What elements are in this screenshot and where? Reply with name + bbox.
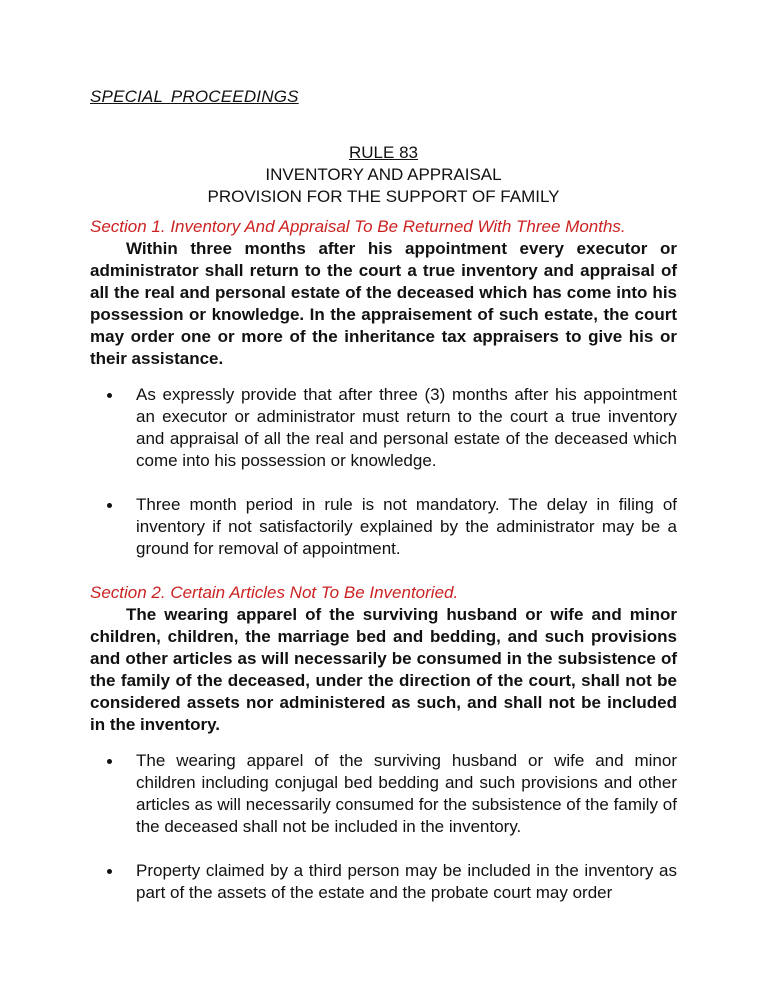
- section-2-bullet-list: [90, 750, 677, 904]
- section-2-heading: Section 2. Certain Articles Not To Be Inventoried.: [90, 583, 459, 602]
- bullet-item: [90, 750, 677, 838]
- bullet-dot-icon: [107, 393, 112, 398]
- bullet-dot-icon: [107, 759, 112, 764]
- bullet-text: As expressly provide that after three (3) months after his appointment an executor or administrator must return to the court a true inventory and appraisal of all the real and personal estate of the deceased which come into his possession or knowledge.: [136, 385, 677, 470]
- section-1-body: Within three months after his appointment every executor or administrator shall return to the court a true inventory and appraisal of all the real and personal estate of the deceased which has come into his possession or knowledge. In the appraisement of such estate, the court may order one or more of the inheritance tax appraisers to give his or their assistance.: [90, 239, 677, 368]
- bullet-text: Property claimed by a third person may be included in the inventory as part of the assets of the estate and the probate court may order: [136, 861, 677, 902]
- document-header: SPECIAL PROCEEDINGS: [90, 87, 299, 106]
- rule-heading-block: [90, 142, 677, 208]
- rule-title-line-1: INVENTORY AND APPRAISAL: [265, 165, 502, 184]
- bullet-text: Three month period in rule is not mandatory. The delay in filing of inventory if not satisfactorily explained by the administrator may be a ground for removal of appointment.: [136, 495, 677, 558]
- rule-number: RULE 83: [349, 143, 418, 162]
- bullet-dot-icon: [107, 503, 112, 508]
- bullet-item: [90, 384, 677, 472]
- bullet-dot-icon: [107, 869, 112, 874]
- section-1-bullet-list: [90, 384, 677, 560]
- document-page: [90, 86, 677, 926]
- bullet-item: [90, 494, 677, 560]
- section-1-heading: Section 1. Inventory And Appraisal To Be Returned With Three Months.: [90, 217, 626, 236]
- bullet-text: The wearing apparel of the surviving husband or wife and minor children including conjugal bed bedding and such provisions and other articles as will necessarily consumed for the subsistence of the family of the deceased shall not be included in the inventory.: [136, 751, 677, 836]
- section-2-body: The wearing apparel of the surviving husband or wife and minor children, children, the marriage bed and bedding, and such provisions and other articles as will necessarily be consumed in the subsistence of the family of the deceased, under the direction of the court, shall not be considered assets nor administered as such, and shall not be included in the inventory.: [90, 605, 677, 734]
- rule-title-line-2: PROVISION FOR THE SUPPORT OF FAMILY: [207, 187, 560, 206]
- bullet-item: [90, 860, 677, 904]
